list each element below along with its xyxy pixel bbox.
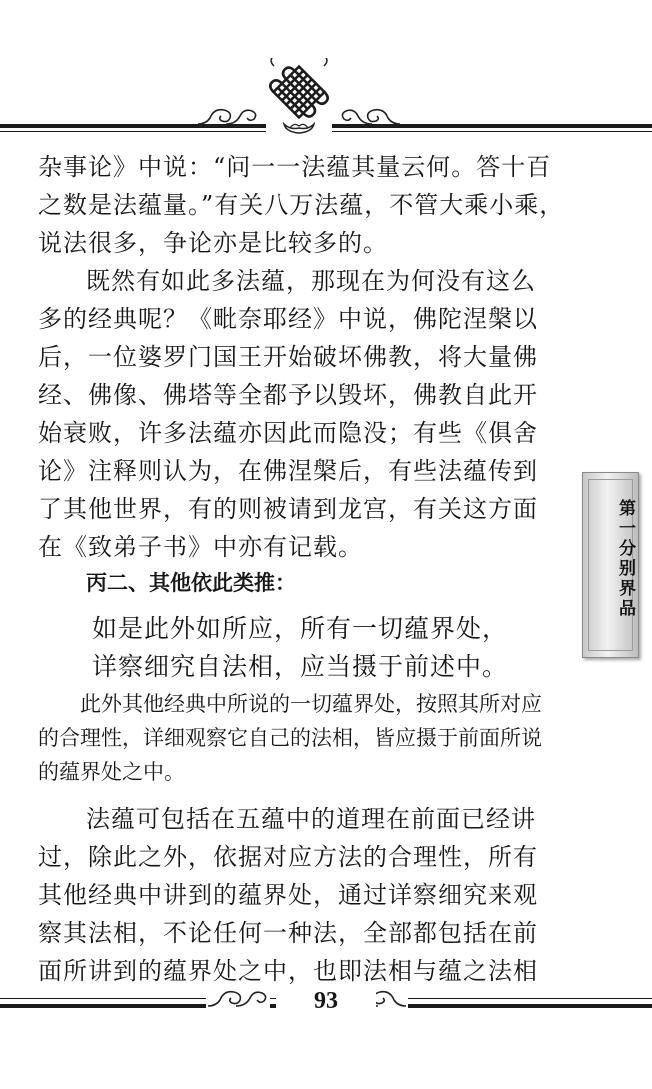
cloud-scroll-icon	[196, 104, 260, 128]
body-line: 之数是法蕴量。”有关八万法蕴，不管大乘小乘，	[38, 191, 565, 219]
body-line: 其他经典中讲到的蕴界处，通过详察细究来观	[38, 881, 538, 909]
commentary-line: 的合理性，详细观察它自己的法相，皆应摄于前面所说	[38, 726, 542, 750]
body-line: 杂事论》中说：“问一一法蕴其量云何。答十百	[38, 153, 552, 181]
commentary-line: 的蕴界处之中。	[38, 760, 185, 784]
verse-line: 如是此外如所应，所有一切蕴界处，	[92, 614, 509, 643]
body-line: 面所讲到的蕴界处之中，也即法相与蕴之法相	[38, 957, 538, 985]
paragraph-first-line: 法蕴可包括在五蕴中的道理在前面已经讲	[86, 805, 536, 833]
body-line: 在《致弟子书》中亦有记载。	[38, 533, 363, 561]
chapter-tab-label: 第一分别界品	[615, 499, 635, 619]
cloud-scroll-icon	[338, 104, 402, 128]
body-line: 过，除此之外，依据对应方法的合理性，所有	[38, 843, 538, 871]
chapter-side-tab	[582, 472, 639, 658]
paragraph-first-line: 既然有如此多法蕴，那现在为何没有这么	[86, 267, 536, 295]
body-line: 多的经典呢？《毗奈耶经》中说，佛陀涅槃以	[38, 305, 538, 333]
body-line: 了其他世界，有的则被请到龙宫，有关这方面	[38, 495, 538, 523]
page-number: 93	[314, 988, 338, 1014]
commentary-line: 此外其他经典中所说的一切蕴界处，按照其所对应	[80, 692, 542, 716]
body-line: 后，一位婆罗门国王开始破坏佛教，将大量佛	[38, 343, 538, 371]
section-heading: 丙二、其他依此类推：	[86, 571, 296, 595]
verse-line: 详察细究自法相，应当摄于前述中。	[92, 652, 509, 681]
body-line: 始衰败，许多法蕴亦因此而隐没；有些《俱舍	[38, 419, 538, 447]
body-line: 说法很多，争论亦是比较多的。	[38, 229, 388, 257]
body-line: 察其法相，不论任何一种法，全部都包括在前	[38, 919, 538, 947]
body-line: 经、佛像、佛塔等全都予以毁坏，佛教自此开	[38, 381, 538, 409]
endless-knot-icon	[266, 58, 332, 134]
body-line: 论》注释则认为，在佛涅槃后，有些法蕴传到	[38, 457, 538, 485]
